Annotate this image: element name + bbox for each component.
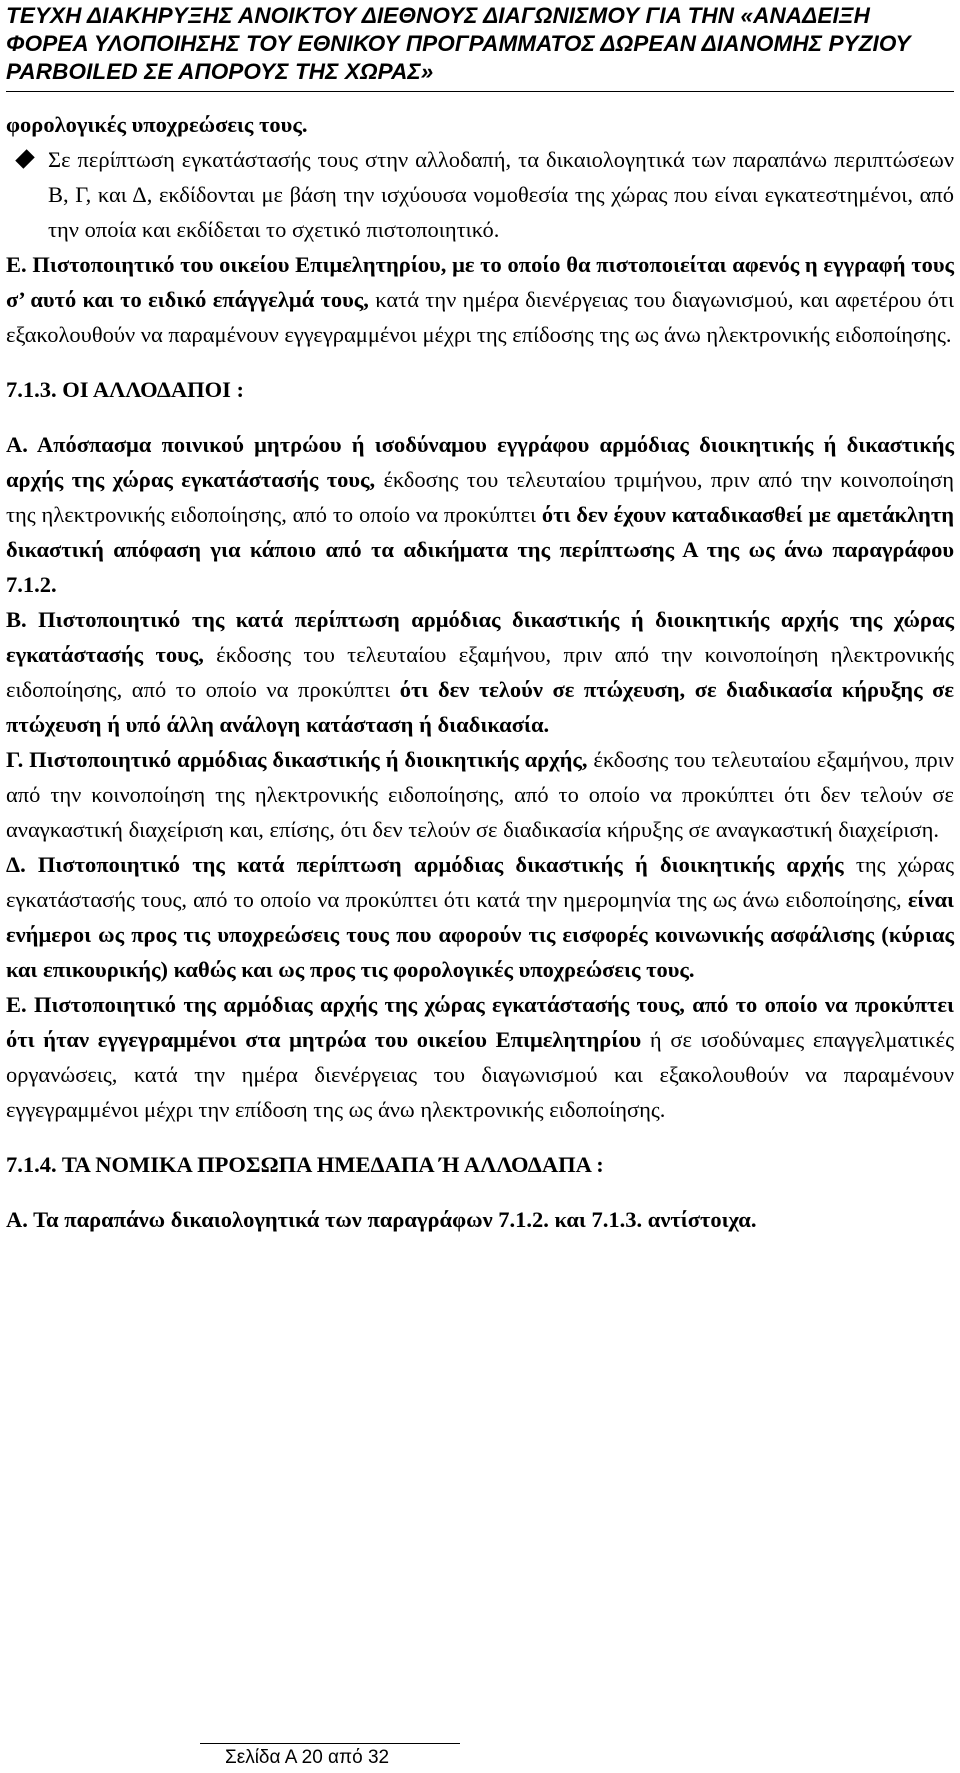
diamond-bullet-icon [15,149,35,169]
footer-rule [200,1743,460,1744]
section-heading-7-1-3: 7.1.3. ΟΙ ΑΛΛΟΔΑΠΟΙ : [6,377,245,402]
tax-obligations-text: φορολογικές υποχρεώσεις τους. [6,112,308,137]
b-rest-1: έκδοσης του τελευταίου εξαμήνου, πριν από την κοινοποίηση ηλεκτρονικής ειδοποίησης, από το οποίο να προκύπτει [6,642,955,702]
g-rest-1: έκδοσης του τελευταίου εξαμήνου, πριν από την κοινοποίηση της ηλεκτρονικής ειδοποίησης, από το οποίο να προκύπτει ότι δεν τελούν σε αναγκαστική διαχείριση και, επίσης, ότι δεν τελούν σε διαδικασία κήρυξης σε αναγκαστική διαχείριση. [6,747,954,842]
header-line-2: ΦΟΡΕΑ ΥΛΟΠΟΙΗΣΗΣ ΤΟΥ ΕΘΝΙΚΟΥ ΠΡΟΓΡΑΜΜΑΤΟΣ ΔΩΡΕΑΝ ΔΙΑΝΟΜΗΣ ΡΥΖΙΟΥ [6,31,911,56]
header-line-3: PARBOILED ΣΕ ΑΠΟΡΟΥΣ ΤΗΣ ΧΩΡΑΣ» [6,59,434,84]
section-heading-7-1-4: 7.1.4. ΤΑ ΝΟΜΙΚΑ ΠΡΟΣΩΠΑ ΗΜΕΔΑΠΑ Ή ΑΛΛΟΔΑΠΑ : [6,1152,604,1177]
d-bold-1: Δ. Πιστοποιητικό της κατά περίπτωση αρμόδιας δικαστικής ή διοικητικής αρχής [6,852,844,877]
d-bold-2: είναι ενήμεροι ως προς τις υποχρεώσεις τους που αφορούν τις εισφορές κοινωνικής ασφάλισης (κύριας και επικουρικής) καθώς και ως προς τις φορολογικές υποχρεώσεις τους. [6,887,954,982]
d-rest-1: της χώρας εγκατάστασής τους, από το οποίο να προκύπτει ότι κατά την ημερομηνία της ως άνω ειδοποίησης, [6,852,955,912]
bullet-text: Σε περίπτωση εγκατάστασής τους στην αλλοδαπή, τα δικαιολογητικά των παραπάνω περιπτώσεων Β, Γ, και Δ, εκδίδονται με βάση την ισχύουσα νομοθεσία της χώρας που είναι εγκατεστημένοι, από την οποία και εκδίδεται το σχετικό πιστοποιητικό. [48,147,954,242]
paragraph-e-registry [6,987,954,1127]
paragraph-b-bankruptcy [6,602,954,742]
document-header [0,0,960,86]
document-body [6,107,954,1237]
g-bold-1: Γ. Πιστοποιητικό αρμόδιας δικαστικής ή διοικητικής αρχής, [6,747,588,772]
paragraph-final-a [6,1202,954,1237]
final-bold: Α. Τα παραπάνω δικαιολογητικά των παραγράφων 7.1.2. και 7.1.3. αντίστοιχα. [6,1207,757,1232]
e-chamber-bold: Ε. Πιστοποιητικό του οικείου Επιμελητηρίου, με το οποίο θα πιστοποιείται αφενός η εγγραφή τους σ’ αυτό και το ειδικό επάγγελμά τους, [6,252,954,312]
header-line-1: ΤΕΥΧΗ ΔΙΑΚΗΡΥΞΗΣ ΑΝΟΙΚΤΟΥ ΔΙΕΘΝΟΥΣ ΔΙΑΓΩΝΙΣΜΟΥ ΓΙΑ ΤΗΝ «ΑΝΑΔΕΙΞΗ [6,3,871,28]
e-chamber-rest: κατά την ημέρα διενέργειας του διαγωνισμού, και αφετέρου ότι εξακολουθούν να παραμένουν εγγεγραμμένοι μέχρι της επίδοσης της ως άνω ηλεκτρονικής ειδοποίησης. [6,287,954,347]
paragraph-tax-obligations [6,107,954,142]
page-number: Σελίδα Α 20 από 32 [225,1747,390,1768]
paragraph-e-chamber-certificate [6,247,954,352]
bullet-paragraph-foreign-establishment [6,142,954,247]
e2-bold-1: Ε. Πιστοποιητικό της αρμόδιας αρχής της χώρας εγκατάστασής τους, από το οποίο να προκύπτει ότι ήταν εγγεγραμμένοι στα μητρώα του οικείου Επιμελητηρίου [6,992,954,1052]
e2-rest-1: ή σε ισοδύναμες επαγγελματικές οργανώσεις, κατά την ημέρα διενέργειας του διαγωνισμού και εξακολουθούν να παραμένουν εγγεγραμμένοι μέχρι την επίδοση της ως άνω ηλεκτρονικής ειδοποίησης. [6,1027,954,1122]
a-bold-1: Α. Απόσπασμα ποινικού μητρώου ή ισοδύναμου εγγράφου αρμόδιας διοικητικής ή δικαστικής αρχής της χώρας εγκατάστασής τους, [6,432,954,492]
b-bold-1: Β. Πιστοποιητικό της κατά περίπτωση αρμόδιας δικαστικής ή διοικητικής αρχής της χώρας εγκατάστασής τους, [6,607,954,667]
paragraph-d-social-security [6,847,954,987]
a-rest-1: έκδοσης του τελευταίου τριμήνου, πριν από την κοινοποίηση της ηλεκτρονικής ειδοποίησης, από το οποίο να προκύπτει [6,467,954,527]
a-bold-2: ότι δεν έχουν καταδικασθεί με αμετάκλητη δικαστική απόφαση για κάποιο από τα αδικήματα της περίπτωσης Α της ως άνω παραγράφου 7.1.2. [6,502,954,597]
paragraph-g-administration [6,742,954,847]
header-rule [6,91,954,92]
b-bold-2: ότι δεν τελούν σε πτώχευση, σε διαδικασία κήρυξης σε πτώχευση ή υπό άλλη ανάλογη κατάσταση ή διαδικασία. [6,677,954,737]
paragraph-a-criminal-record [6,427,954,602]
